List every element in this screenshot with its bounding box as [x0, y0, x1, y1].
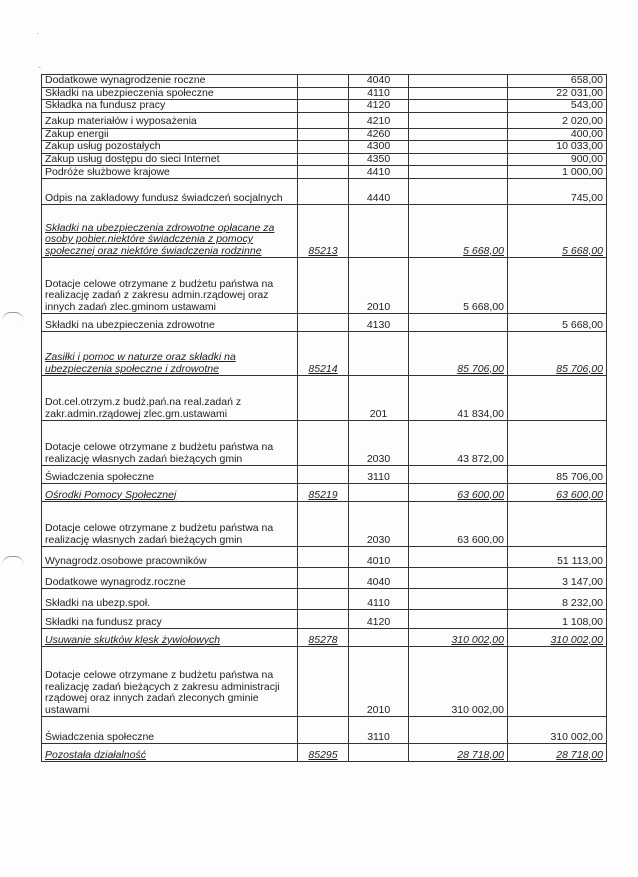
row-name: Ośrodki Pomocy Społecznej: [45, 488, 177, 501]
section-row: [42, 332, 607, 376]
row-name-cell: [42, 629, 298, 647]
table-row: [42, 179, 607, 205]
row-name-cell: [42, 647, 298, 717]
row-paragraf: 4010: [366, 554, 391, 567]
row-rozdzial-cell: [298, 205, 349, 258]
row-name-cell: [42, 717, 298, 744]
row-dochody-cell: [409, 258, 508, 314]
row-name: Dot.cel.otrzym.z budż.pań.na real.zadań z zakr.admin.rządowej zlec.gm.ustawami: [45, 396, 242, 420]
row-paragraf: 2010: [366, 703, 391, 716]
row-name-cell: [42, 421, 298, 466]
table-row: [42, 75, 607, 88]
row-rozdzial-cell: [298, 568, 349, 589]
row-paragraf-cell: [349, 484, 409, 502]
row-rozdzial-cell: [298, 258, 349, 314]
row-dochody-cell: [409, 610, 508, 629]
row-name-cell: [42, 466, 298, 484]
row-dochody: 310 002,00: [451, 703, 504, 716]
row-paragraf-cell: [349, 314, 409, 332]
row-name: Składki na ubezpieczenia zdrowotne opłacane za osoby pobier.niektóre świadczenia z pomocy społecznej oraz niektóre świadczenia rodzinne: [45, 221, 275, 257]
row-name-cell: [42, 547, 298, 568]
row-wydatki: 85 706,00: [556, 362, 603, 375]
row-name: Składki na fundusz pracy: [45, 615, 162, 628]
row-wydatki: 63 600,00: [556, 488, 603, 501]
row-rozdzial-cell: [298, 166, 349, 179]
row-name-cell: [42, 153, 298, 166]
row-wydatki-cell: [508, 547, 607, 568]
row-rozdzial-cell: [298, 629, 349, 647]
row-paragraf: 4410: [366, 165, 391, 178]
row-dochody-cell: [409, 332, 508, 376]
row-name: Świadczenia społeczne: [45, 470, 155, 483]
row-wydatki: 1 000,00: [562, 165, 603, 178]
row-paragraf-cell: [349, 744, 409, 762]
row-name: Podróże służbowe krajowe: [45, 165, 170, 178]
row-paragraf-cell: [349, 153, 409, 166]
row-rozdzial-cell: [298, 87, 349, 100]
row-wydatki-cell: [508, 75, 607, 88]
row-wydatki: 85 706,00: [556, 470, 603, 483]
row-wydatki-cell: [508, 376, 607, 421]
budget-table-body: [42, 75, 607, 762]
scan-speck: -: [38, 62, 41, 72]
table-row: [42, 314, 607, 332]
table-row: [42, 568, 607, 589]
row-dochody-cell: [409, 205, 508, 258]
row-rozdzial-cell: [298, 141, 349, 154]
row-dochody-cell: [409, 100, 508, 113]
section-row: [42, 484, 607, 502]
row-rozdzial-cell: [298, 100, 349, 113]
row-name-cell: [42, 87, 298, 100]
row-paragraf-cell: [349, 87, 409, 100]
row-rozdzial-cell: [298, 421, 349, 466]
row-paragraf: 4260: [366, 128, 391, 140]
row-rozdzial: 85295: [308, 748, 338, 761]
row-name-cell: [42, 166, 298, 179]
row-wydatki-cell: [508, 100, 607, 113]
table-row: [42, 166, 607, 179]
row-dochody: 41 834,00: [457, 407, 504, 420]
row-dochody-cell: [409, 484, 508, 502]
row-rozdzial-cell: [298, 466, 349, 484]
row-wydatki: 5 668,00: [562, 244, 603, 257]
row-wydatki-cell: [508, 647, 607, 717]
row-wydatki: 10 033,00: [556, 140, 603, 152]
row-wydatki-cell: [508, 568, 607, 589]
row-dochody-cell: [409, 421, 508, 466]
row-paragraf: 4130: [366, 318, 391, 331]
table-row: [42, 421, 607, 466]
row-wydatki: 5 668,00: [562, 318, 603, 331]
row-rozdzial-cell: [298, 589, 349, 610]
row-paragraf-cell: [349, 100, 409, 113]
row-wydatki-cell: [508, 717, 607, 744]
row-wydatki-cell: [508, 502, 607, 547]
row-paragraf-cell: [349, 610, 409, 629]
table-row: [42, 589, 607, 610]
row-wydatki: 310 002,00: [550, 633, 603, 646]
row-paragraf: 4110: [367, 596, 390, 609]
row-wydatki: 543,00: [570, 99, 603, 111]
row-wydatki: 2 020,00: [562, 115, 603, 127]
row-name: Odpis na zakładowy fundusz świadczeń socjalnych: [45, 191, 283, 204]
row-dochody-cell: [409, 87, 508, 100]
row-wydatki-cell: [508, 332, 607, 376]
row-rozdzial-cell: [298, 376, 349, 421]
row-paragraf-cell: [349, 205, 409, 258]
row-paragraf: 4110: [367, 87, 390, 99]
table-row: [42, 610, 607, 629]
row-dochody: 28 718,00: [457, 748, 504, 761]
row-name: Dotacje celowe otrzymane z budżetu państwa na realizację własnych zadań bieżących gmin: [45, 522, 274, 546]
table-row: [42, 258, 607, 314]
punch-hole-mark: [2, 312, 24, 321]
row-name: Zasiłki i pomoc w naturze oraz składki na ubezpieczenia społeczne i zdrowotne: [45, 351, 236, 375]
row-dochody-cell: [409, 128, 508, 141]
row-dochody-cell: [409, 502, 508, 547]
section-row: [42, 744, 607, 762]
row-wydatki-cell: [508, 629, 607, 647]
row-name: Świadczenia społeczne: [45, 730, 155, 743]
row-name: Dotacje celowe otrzymane z budżetu państwa na realizację zadań bieżących z zakresu administracji rządowej oraz innych zadań zleconych gminie ustawami: [45, 669, 280, 716]
row-wydatki: 51 113,00: [557, 554, 603, 567]
table-row: [42, 128, 607, 141]
row-wydatki: 28 718,00: [556, 748, 603, 761]
row-name-cell: [42, 314, 298, 332]
section-row: [42, 205, 607, 258]
row-name-cell: [42, 568, 298, 589]
row-wydatki-cell: [508, 128, 607, 141]
row-dochody-cell: [409, 112, 508, 128]
row-wydatki: 658,00: [570, 74, 603, 86]
row-rozdzial-cell: [298, 112, 349, 128]
row-wydatki-cell: [508, 258, 607, 314]
row-dochody: 5 668,00: [463, 300, 504, 313]
row-rozdzial-cell: [298, 547, 349, 568]
row-wydatki-cell: [508, 421, 607, 466]
table-row: [42, 141, 607, 154]
row-dochody: 310 002,00: [451, 633, 504, 646]
row-dochody-cell: [409, 744, 508, 762]
row-name-cell: [42, 205, 298, 258]
row-rozdzial: 85278: [308, 633, 338, 646]
row-name: Usuwanie skutków klęsk żywiołowych: [45, 633, 221, 646]
row-rozdzial: 85214: [308, 362, 338, 375]
row-name: Składki na ubezp.społ.: [45, 596, 151, 609]
row-paragraf-cell: [349, 166, 409, 179]
row-name: Składka na fundusz pracy: [45, 99, 166, 111]
row-wydatki-cell: [508, 466, 607, 484]
row-wydatki-cell: [508, 205, 607, 258]
table-row: [42, 87, 607, 100]
row-rozdzial-cell: [298, 744, 349, 762]
row-name-cell: [42, 610, 298, 629]
row-wydatki-cell: [508, 484, 607, 502]
row-rozdzial: 85213: [308, 244, 338, 257]
row-rozdzial-cell: [298, 314, 349, 332]
row-name-cell: [42, 112, 298, 128]
table-row: [42, 502, 607, 547]
row-name: Dodatkowe wynagrodz.roczne: [45, 575, 186, 588]
row-paragraf-cell: [349, 258, 409, 314]
table-row: [42, 112, 607, 128]
row-name-cell: [42, 376, 298, 421]
row-rozdzial-cell: [298, 75, 349, 88]
row-paragraf: 4350: [366, 153, 391, 165]
row-rozdzial-cell: [298, 179, 349, 205]
row-wydatki-cell: [508, 141, 607, 154]
row-dochody-cell: [409, 717, 508, 744]
row-paragraf-cell: [349, 547, 409, 568]
punch-hole-mark: [2, 556, 24, 565]
row-wydatki: 1 108,00: [562, 615, 603, 628]
row-name: Składki na ubezpieczenia społeczne: [45, 87, 214, 99]
row-paragraf: 4440: [366, 191, 391, 204]
row-name-cell: [42, 258, 298, 314]
row-paragraf-cell: [349, 466, 409, 484]
row-name: Dodatkowe wynagrodzenie roczne: [45, 74, 206, 86]
row-dochody: 63 600,00: [457, 533, 504, 546]
row-rozdzial: 85219: [308, 488, 338, 501]
row-dochody-cell: [409, 589, 508, 610]
row-name-cell: [42, 128, 298, 141]
row-paragraf-cell: [349, 421, 409, 466]
row-paragraf-cell: [349, 629, 409, 647]
row-name: Zakup usług pozostałych: [45, 140, 161, 152]
row-wydatki: 900,00: [570, 153, 603, 165]
row-paragraf: 4040: [366, 575, 391, 588]
row-rozdzial-cell: [298, 332, 349, 376]
row-name: Wynagrodz.osobowe pracowników: [45, 554, 207, 567]
row-name: Składki na ubezpieczenia zdrowotne: [45, 318, 215, 331]
row-paragraf-cell: [349, 141, 409, 154]
row-paragraf-cell: [349, 589, 409, 610]
row-wydatki: 8 232,00: [562, 596, 603, 609]
row-dochody: 85 706,00: [457, 362, 504, 375]
row-paragraf-cell: [349, 128, 409, 141]
row-dochody-cell: [409, 568, 508, 589]
row-wydatki-cell: [508, 112, 607, 128]
row-rozdzial-cell: [298, 484, 349, 502]
row-dochody-cell: [409, 153, 508, 166]
row-name: Zakup energii: [45, 128, 109, 140]
row-wydatki-cell: [508, 610, 607, 629]
row-paragraf-cell: [349, 647, 409, 717]
row-name: Dotacje celowe otrzymane z budżetu państwa na realizację własnych zadań bieżących gmin: [45, 441, 274, 465]
row-wydatki-cell: [508, 744, 607, 762]
row-paragraf: 4300: [366, 140, 391, 152]
table-row: [42, 100, 607, 113]
row-wydatki: 22 031,00: [556, 87, 603, 99]
row-name-cell: [42, 484, 298, 502]
row-name-cell: [42, 332, 298, 376]
table-row: [42, 547, 607, 568]
table-row: [42, 153, 607, 166]
row-dochody-cell: [409, 314, 508, 332]
row-dochody-cell: [409, 647, 508, 717]
row-dochody: 43 872,00: [457, 452, 504, 465]
row-rozdzial-cell: [298, 502, 349, 547]
row-wydatki: 745,00: [570, 191, 603, 204]
row-name: Zakup materiałów i wyposażenia: [45, 115, 197, 127]
row-paragraf-cell: [349, 332, 409, 376]
row-dochody-cell: [409, 376, 508, 421]
row-dochody-cell: [409, 466, 508, 484]
row-paragraf-cell: [349, 376, 409, 421]
row-paragraf: 4040: [366, 74, 391, 86]
row-paragraf-cell: [349, 112, 409, 128]
row-name-cell: [42, 141, 298, 154]
row-wydatki-cell: [508, 314, 607, 332]
row-rozdzial-cell: [298, 610, 349, 629]
row-paragraf: 3110: [367, 730, 390, 743]
row-dochody-cell: [409, 75, 508, 88]
row-name-cell: [42, 744, 298, 762]
row-dochody-cell: [409, 629, 508, 647]
row-wydatki: 400,00: [570, 128, 603, 140]
row-dochody-cell: [409, 547, 508, 568]
row-paragraf: 2010: [366, 300, 391, 313]
row-paragraf-cell: [349, 568, 409, 589]
row-dochody-cell: [409, 166, 508, 179]
table-row: [42, 376, 607, 421]
row-name: Zakup usług dostępu do sieci Internet: [45, 153, 220, 165]
row-paragraf: 201: [369, 407, 388, 420]
row-paragraf: 4120: [366, 99, 391, 111]
row-dochody-cell: [409, 141, 508, 154]
table-row: [42, 466, 607, 484]
table-row: [42, 647, 607, 717]
row-paragraf-cell: [349, 502, 409, 547]
row-paragraf: 2030: [366, 533, 391, 546]
row-wydatki-cell: [508, 179, 607, 205]
row-paragraf-cell: [349, 179, 409, 205]
scan-speck: ·: [36, 28, 39, 38]
row-wydatki-cell: [508, 589, 607, 610]
row-name-cell: [42, 179, 298, 205]
row-rozdzial-cell: [298, 128, 349, 141]
row-name-cell: [42, 100, 298, 113]
row-rozdzial-cell: [298, 153, 349, 166]
row-dochody: 5 668,00: [463, 244, 504, 257]
row-wydatki-cell: [508, 153, 607, 166]
row-rozdzial-cell: [298, 717, 349, 744]
row-name-cell: [42, 589, 298, 610]
row-paragraf: 4210: [366, 115, 391, 127]
row-paragraf-cell: [349, 717, 409, 744]
row-paragraf-cell: [349, 75, 409, 88]
row-wydatki-cell: [508, 87, 607, 100]
table-row: [42, 717, 607, 744]
row-rozdzial-cell: [298, 647, 349, 717]
row-dochody-cell: [409, 179, 508, 205]
row-paragraf: 3110: [367, 470, 390, 483]
row-paragraf: 4120: [366, 615, 391, 628]
row-name: Pozostała działalność: [45, 748, 146, 761]
section-row: [42, 629, 607, 647]
row-name: Dotacje celowe otrzymane z budżetu państwa na realizację zadań z zakresu admin.rządowej oraz innych zadań zlec.gminom ustawami: [45, 277, 274, 313]
row-dochody: 63 600,00: [457, 488, 504, 501]
row-wydatki: 310 002,00: [550, 730, 603, 743]
row-name-cell: [42, 502, 298, 547]
budget-table: [41, 74, 607, 762]
row-paragraf: 2030: [366, 452, 391, 465]
row-wydatki-cell: [508, 166, 607, 179]
row-wydatki: 3 147,00: [562, 575, 603, 588]
row-name-cell: [42, 75, 298, 88]
